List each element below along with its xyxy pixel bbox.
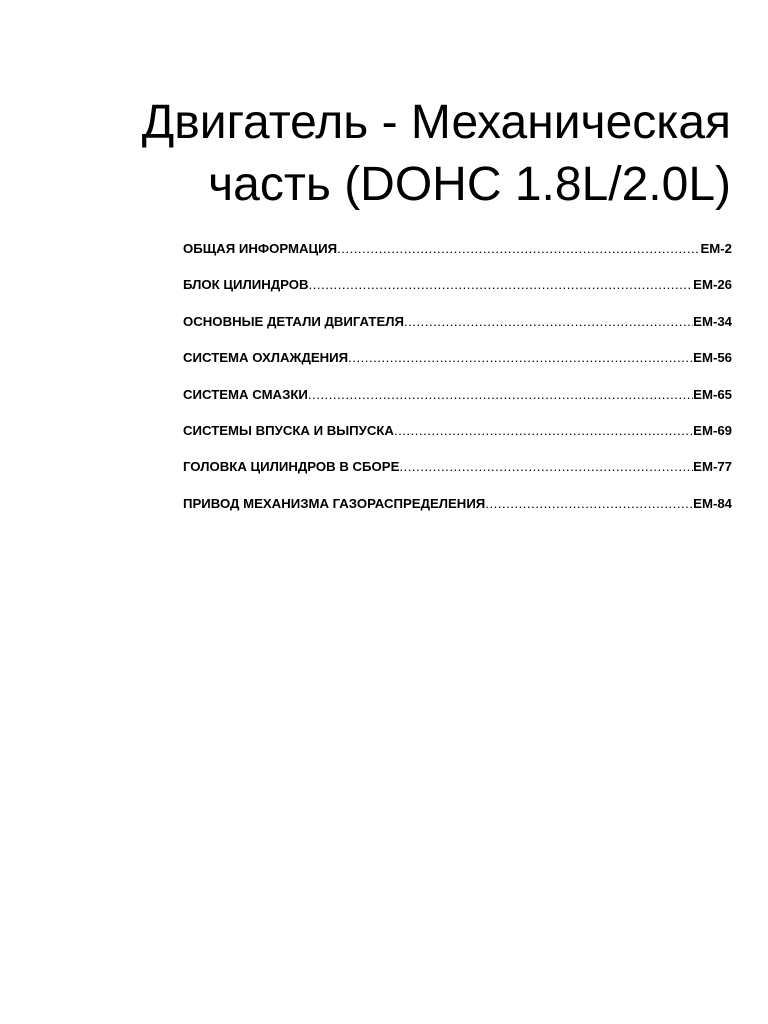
toc-entry-timing-drive[interactable] [183,496,732,532]
toc-entry-label: ОСНОВНЫЕ ДЕТАЛИ ДВИГАТЕЛЯ [183,313,404,329]
toc-leader-dots [485,496,693,511]
toc-entry-page: EM-2 [700,241,732,256]
toc-entry-page: EM-56 [693,350,732,366]
page-title [142,92,731,216]
toc-entry-label: СИСТЕМА ОХЛАЖДЕНИЯ [183,350,349,366]
toc-entry-page: EM-65 [693,386,732,402]
toc-entry-page: EM-84 [693,495,732,511]
toc-entry-label: ПРИВОД МЕХАНИЗМА ГАЗОРАСПРЕДЕЛЕНИЯ [183,495,486,511]
toc-leader-dots [348,350,693,365]
table-of-contents [183,241,732,532]
toc-leader-dots [309,277,694,292]
toc-entry-label: БЛОК ЦИЛИНДРОВ [183,277,309,293]
toc-entry-cylinder-block[interactable] [183,277,732,313]
toc-entry-lubrication-system[interactable] [183,387,732,423]
toc-leader-dots [404,314,693,329]
toc-leader-dots [399,459,693,474]
toc-entry-label: ГОЛОВКА ЦИЛИНДРОВ В СБОРЕ [183,459,400,475]
toc-entry-page: EM-26 [693,277,732,293]
title-line-1: Двигатель - Механическая [141,96,731,149]
toc-entry-page: EM-34 [693,313,732,329]
toc-entry-label: СИСТЕМА СМАЗКИ [183,386,308,402]
toc-entry-label: СИСТЕМЫ ВПУСКА И ВЫПУСКА [183,422,394,438]
toc-entry-label: ОБЩАЯ ИНФОРМАЦИЯ [183,241,338,256]
title-line-2: часть (DOHC 1.8L/2.0L) [208,158,731,211]
toc-entry-engine-parts[interactable] [183,314,732,350]
toc-entry-cylinder-head[interactable] [183,459,732,495]
toc-leader-dots [337,241,700,256]
toc-leader-dots [308,387,693,402]
toc-leader-dots [394,423,693,438]
toc-entry-general-info[interactable] [183,241,732,277]
toc-entry-intake-exhaust[interactable] [183,423,732,459]
toc-entry-page: EM-69 [693,422,732,438]
toc-entry-cooling-system[interactable] [183,350,732,386]
toc-entry-page: EM-77 [693,459,732,475]
